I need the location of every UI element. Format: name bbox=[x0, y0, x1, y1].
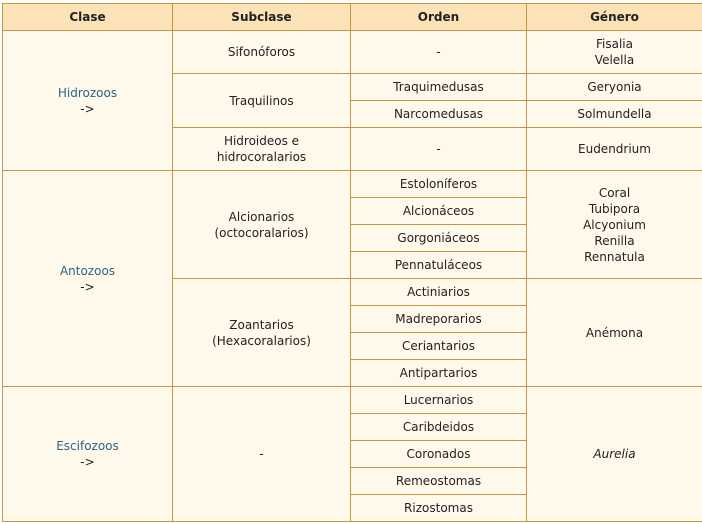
genero-item: Rennatula bbox=[584, 249, 645, 264]
genero-cell: Solmundella bbox=[527, 101, 702, 128]
subclase-line: Hidroideos e bbox=[223, 134, 300, 148]
clase-cell-escifozoos bbox=[3, 387, 173, 522]
arrow-icon: -> bbox=[80, 455, 95, 469]
orden-cell: Caribdeidos bbox=[351, 414, 527, 441]
header-subclase: Subclase bbox=[173, 4, 351, 31]
orden-cell: - bbox=[351, 128, 527, 171]
header-orden: Orden bbox=[351, 4, 527, 31]
header-clase: Clase bbox=[3, 4, 173, 31]
genero-item: Fisalia bbox=[596, 37, 633, 51]
clase-cell-hidrozoos bbox=[3, 31, 173, 171]
classification-table bbox=[2, 3, 702, 522]
table-row bbox=[3, 171, 702, 198]
orden-cell: Madreporarios bbox=[351, 306, 527, 333]
subclase-hidroideos bbox=[173, 128, 351, 171]
genero-item: Tubipora bbox=[588, 201, 641, 216]
orden-cell: Coronados bbox=[351, 441, 527, 468]
clase-cell-antozoos bbox=[3, 171, 173, 387]
subclase-traquilinos: Traquilinos bbox=[173, 74, 351, 128]
genero-item: Velella bbox=[594, 53, 635, 67]
orden-cell: Traquimedusas bbox=[351, 74, 527, 101]
orden-cell: - bbox=[351, 31, 527, 74]
subclase-line: (octocoralarios) bbox=[214, 225, 309, 240]
orden-cell: Estoloníferos bbox=[351, 171, 527, 198]
genero-cell: Geryonia bbox=[527, 74, 702, 101]
subclase-line: Zoantarios bbox=[229, 317, 294, 332]
orden-cell: Gorgoniáceos bbox=[351, 225, 527, 252]
header-genero: Género bbox=[527, 4, 702, 31]
header-row bbox=[3, 4, 702, 31]
table-row bbox=[3, 31, 702, 74]
genero-cell: Aurelia bbox=[527, 387, 702, 522]
subclase-sifonoforos: Sifonóforos bbox=[173, 31, 351, 74]
clase-escifozoos-link[interactable]: Escifozoos bbox=[56, 439, 119, 453]
genero-item: Alcyonium bbox=[583, 217, 646, 232]
genero-cell: Eudendrium bbox=[527, 128, 702, 171]
orden-cell: Lucernarios bbox=[351, 387, 527, 414]
orden-cell: Rizostomas bbox=[351, 495, 527, 522]
genero-cell: Anémona bbox=[527, 279, 702, 387]
arrow-icon: -> bbox=[80, 279, 95, 294]
orden-cell: Antipartarios bbox=[351, 360, 527, 387]
genero-item: Renilla bbox=[594, 233, 635, 248]
orden-cell: Ceriantarios bbox=[351, 333, 527, 360]
subclase-line: hidrocoralarios bbox=[216, 150, 307, 164]
orden-cell: Remeostomas bbox=[351, 468, 527, 495]
arrow-icon: -> bbox=[80, 101, 95, 116]
genero-cell bbox=[527, 31, 702, 74]
subclase-cell: - bbox=[173, 387, 351, 522]
orden-cell: Actiniarios bbox=[351, 279, 527, 306]
subclase-alcionarios bbox=[173, 171, 351, 279]
subclase-line: Alcionarios bbox=[228, 209, 295, 224]
subclase-line: (Hexacoralarios) bbox=[212, 333, 311, 348]
subclase-zoantarios bbox=[173, 279, 351, 387]
clase-antozoos-link[interactable]: Antozoos bbox=[59, 263, 116, 278]
table-row bbox=[3, 387, 702, 414]
orden-cell: Alcionáceos bbox=[351, 198, 527, 225]
genero-cell bbox=[527, 171, 702, 279]
orden-cell: Narcomedusas bbox=[351, 101, 527, 128]
genero-item: Coral bbox=[598, 185, 631, 200]
clase-hidrozoos-link[interactable]: Hidrozoos bbox=[57, 85, 118, 100]
orden-cell: Pennatuláceos bbox=[351, 252, 527, 279]
